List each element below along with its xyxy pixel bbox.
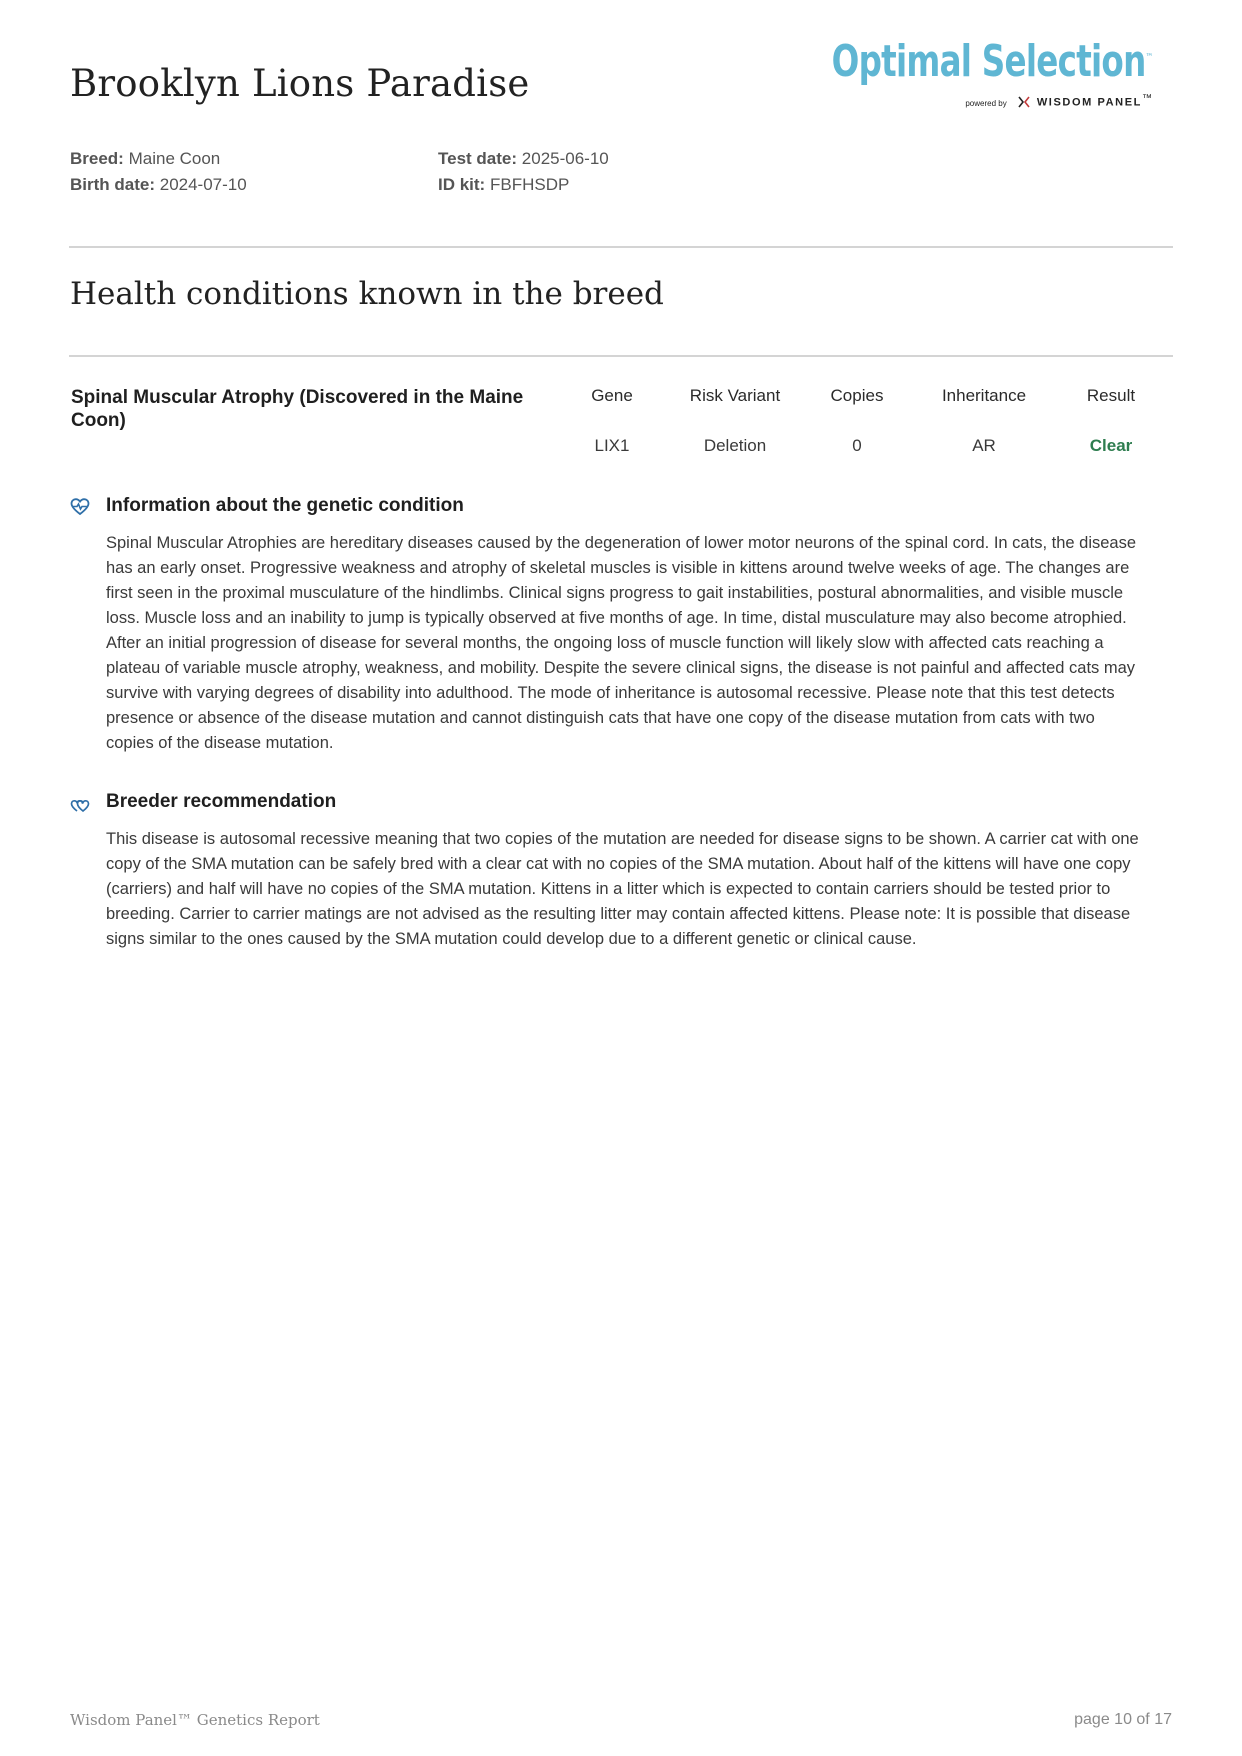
logo-brand: Optimal Selection™ (831, 36, 1152, 87)
meta-left (70, 146, 247, 198)
paragraph-line: survive with varying degrees of disability into adulthood. The mode of inheritance is autosomal recessive. Please note that this test detects (106, 684, 1115, 702)
result-value-badge: Clear (1089, 436, 1133, 455)
breeder-heading: Breeder recommendation (106, 791, 337, 812)
birth-date-value: 2024-07-10 (159, 175, 247, 194)
paragraph-line: plateau of variable muscle atrophy, weakness, and mobility. Despite the severe clinical signs, the disease is not painful and affected cats may (106, 659, 1136, 677)
paragraph-line: copy of the SMA mutation can be safely bred with a clear cat with no copies of the SMA mutation. About half of the kittens will have one copy (106, 855, 1131, 873)
paragraph-line: copies of the disease mutation. (106, 734, 334, 752)
cattery-title: Brooklyn Lions Paradise (70, 62, 530, 105)
paragraph-line: breeding. Carrier to carrier matings are not advised as the resulting litter may contain affected kittens. Please note: It is possible that disease (106, 905, 1131, 923)
logo-powered-by: powered by WISDOM PANEL™ (965, 93, 1152, 109)
gene-value: LIX1 (594, 436, 630, 455)
test-date-value: 2025-06-10 (521, 149, 609, 168)
paragraph-line: After an initial progression of disease for several months, the ongoing loss of muscle function will likely slow with affected cats reaching a (106, 634, 1104, 652)
birth-date-row: Birth date: 2024-07-10 (70, 175, 247, 194)
breed-value: Maine Coon (128, 149, 221, 168)
copies-header: Copies (830, 386, 884, 405)
paragraph-line: has an early onset. Progressive weakness and atrophy of skeletal muscles is visible in kittens around twelve weeks of age. The changes are (106, 559, 1130, 577)
paragraph-line: signs similar to the ones caused by the SMA mutation could develop due to a different genetic or clinical cause. (106, 930, 917, 948)
info-heading: Information about the genetic condition (106, 495, 464, 516)
result-header: Result (1086, 386, 1136, 405)
meta-right (438, 146, 609, 198)
paragraph-line: first seen in the proximal musculature of the hindlimbs. Clinical signs progress to gait instabilities, postural abnormalities, and visible muscle (106, 584, 1124, 602)
footer-page-number: page 10 of 17 (1074, 1711, 1172, 1728)
divider-section (69, 355, 1173, 357)
wisdom-panel-text: WISDOM PANEL (1036, 96, 1142, 109)
inheritance-header: Inheritance (941, 386, 1027, 405)
heart-pulse-icon (70, 497, 90, 517)
condition-name: Spinal Muscular Atrophy (Discovered in the Maine Coon) (71, 387, 524, 431)
section-title: Health conditions known in the breed (70, 276, 664, 312)
test-date-row: Test date: 2025-06-10 (438, 149, 609, 168)
inheritance-value: AR (972, 436, 996, 455)
risk-variant-header: Risk Variant (689, 386, 781, 405)
paragraph-line: This disease is autosomal recessive meaning that two copies of the mutation are needed for disease signs to be shown. A carrier cat with one (106, 830, 1139, 848)
footer-report-name: Wisdom Panel™ Genetics Report (70, 1711, 320, 1729)
breed-row: Breed: Maine Coon (70, 149, 221, 168)
paragraph-line: Spinal Muscular Atrophies are hereditary diseases caused by the degeneration of lower motor neurons of the spinal cord. In cats, the disease (106, 534, 1137, 552)
powered-by-text: powered by (965, 98, 1007, 108)
id-kit-value: FBFHSDP (489, 175, 570, 194)
breeder-paragraph (106, 827, 1174, 952)
wisdom-panel-mark-icon (1018, 96, 1030, 108)
copies-value: 0 (852, 436, 862, 455)
optimal-selection-logo (831, 36, 1160, 116)
interlinked-hearts-icon (70, 795, 90, 815)
paragraph-line: (carriers) and half will have no copies of the SMA mutation. Kittens in a litter which is expected to contain carriers should be tested prior to (106, 880, 1111, 898)
gene-header: Gene (591, 386, 633, 405)
paragraph-line: loss. Muscle loss and an inability to jump is typically observed at five months of age. In time, distal musculature may also become atrophied. (106, 609, 1127, 627)
risk-variant-value: Deletion (703, 436, 767, 455)
id-kit-row: ID kit: FBFHSDP (438, 175, 570, 194)
info-paragraph (106, 531, 1174, 756)
divider-top (69, 246, 1173, 248)
paragraph-line: presence or absence of the disease mutation and cannot distinguish cats that have one copy of the disease mutation from cats with two (106, 709, 1095, 727)
